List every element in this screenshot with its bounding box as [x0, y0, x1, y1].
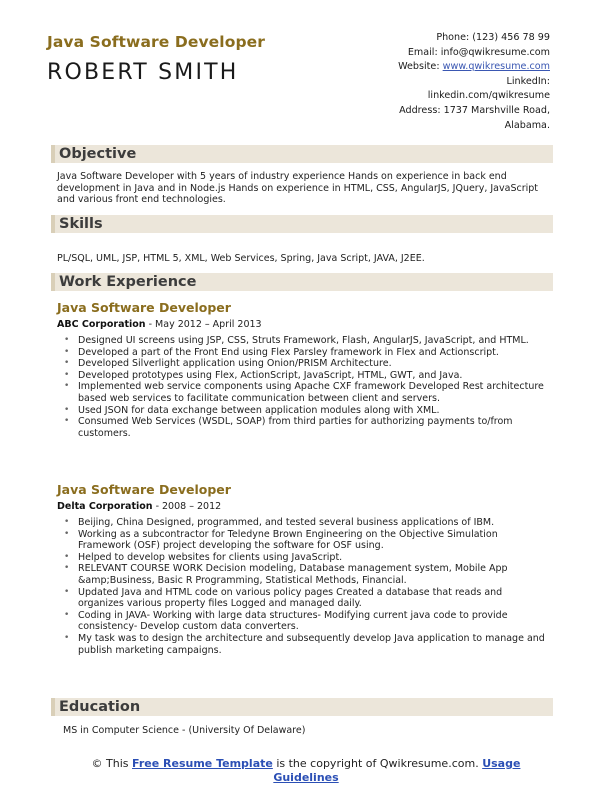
- job-2-company-line: [57, 501, 221, 512]
- job-1-company-line: [57, 319, 262, 330]
- linkedin-value: linkedin.com/qwikresume: [427, 90, 550, 102]
- job-2-title: Java Software Developer: [57, 482, 231, 497]
- job-1-bullets: [62, 335, 550, 439]
- list-item: • Developed prototypes using Flex, ActionScript, JavaScript, HTML, GWT, and Java.: [62, 370, 550, 382]
- work-heading-bar: [51, 273, 553, 291]
- website: [310, 60, 550, 75]
- objective-text: Java Software Developer with 5 years of industry experience Hands on experience in back end development in Java and in Node.js Hands on experience in HTML, CSS, AngularJS, JQuery, JavaScript and various front end technologies.: [57, 171, 538, 206]
- list-item: • My task was to design the architecture and subsequently develop Java application to manage and publish marketing campaigns.: [62, 633, 550, 656]
- contact-block: [310, 31, 550, 133]
- phone: Phone: (123) 456 78 99: [436, 32, 550, 43]
- job-2-dates: - 2008 – 2012: [152, 501, 222, 512]
- job-2-company: Delta Corporation: [57, 501, 153, 512]
- list-item: • Working as a subcontractor for Teledyne Brown Engineering on the Objective Simulation Framework (OSF) project developing the software for OSF using.: [62, 529, 550, 552]
- job-1-title: Java Software Developer: [57, 300, 231, 315]
- footer: [0, 757, 612, 785]
- footer-text: [76, 757, 536, 785]
- list-item: • Developed Silverlight application using Onion/PRISM Architecture.: [62, 358, 550, 370]
- job-title: Java Software Developer: [47, 33, 265, 51]
- list-item: • Coding in JAVA- Working with large data structures- Modifying current java code to provide consistency- Develop custom data converters.: [62, 610, 550, 633]
- list-item: • Developed a part of the Front End using Flex Parsley framework in Flex and Actionscript.: [62, 347, 550, 359]
- education-heading-bar: [51, 698, 553, 716]
- education-text: MS in Computer Science - (University Of Delaware): [63, 725, 306, 736]
- linkedin-label: LinkedIn:: [506, 75, 550, 87]
- email: Email: info@qwikresume.com: [407, 46, 550, 58]
- address-line-1: Address: 1737 Marshville Road,: [399, 104, 550, 116]
- skills-heading: Skills: [59, 216, 103, 232]
- skills-heading-bar: [51, 215, 553, 233]
- free-resume-template-link[interactable]: Free Resume Template: [132, 757, 273, 770]
- list-item: • Used JSON for data exchange between application modules along with XML.: [62, 405, 550, 417]
- address-line-2: Alabama.: [504, 119, 550, 131]
- list-item: • Helped to develop websites for clients using JavaScript.: [62, 552, 550, 564]
- list-item: • Updated Java and HTML code on various policy pages Created a database that reads and organizes various property files Logged and managed daily.: [62, 587, 550, 610]
- website-link[interactable]: www.qwikresume.com: [442, 61, 550, 73]
- list-item: • Designed UI screens using JSP, CSS, Struts Framework, Flash, AngularJS, JavaScript, and HTML.: [62, 335, 550, 347]
- education-heading: Education: [59, 699, 141, 715]
- footer-middle: is the copyright of Qwikresume.com.: [272, 757, 483, 770]
- list-item: • Implemented web service components using Apache CXF framework Developed Rest architecture based web services to facilitate communication between client and servers.: [62, 381, 550, 404]
- job-1-company: ABC Corporation: [57, 319, 146, 330]
- footer-prefix: © This: [91, 757, 133, 770]
- skills-text: PL/SQL, UML, JSP, HTML 5, XML, Web Services, Spring, Java Script, JAVA, J2EE.: [57, 253, 425, 264]
- usage-guidelines-link[interactable]: Usage Guidelines: [273, 757, 521, 784]
- objective-heading: Objective: [59, 146, 137, 162]
- candidate-name: ROBERT SMITH: [47, 60, 239, 85]
- list-item: • Beijing, China Designed, programmed, and tested several business applications of IBM.: [62, 517, 550, 529]
- objective-heading-bar: [51, 145, 553, 163]
- job-2-bullets: [62, 517, 550, 656]
- job-1-dates: - May 2012 – April 2013: [145, 319, 262, 330]
- work-heading: Work Experience: [59, 274, 197, 290]
- website-label: Website:: [398, 61, 443, 73]
- list-item: • RELEVANT COURSE WORK Decision modeling, Database management system, Mobile App &amp;Business, Basic R Programming, Statistical Methods, Financial.: [62, 563, 550, 586]
- list-item: • Consumed Web Services (WSDL, SOAP) from third parties for authorizing payments to/from customers.: [62, 416, 550, 439]
